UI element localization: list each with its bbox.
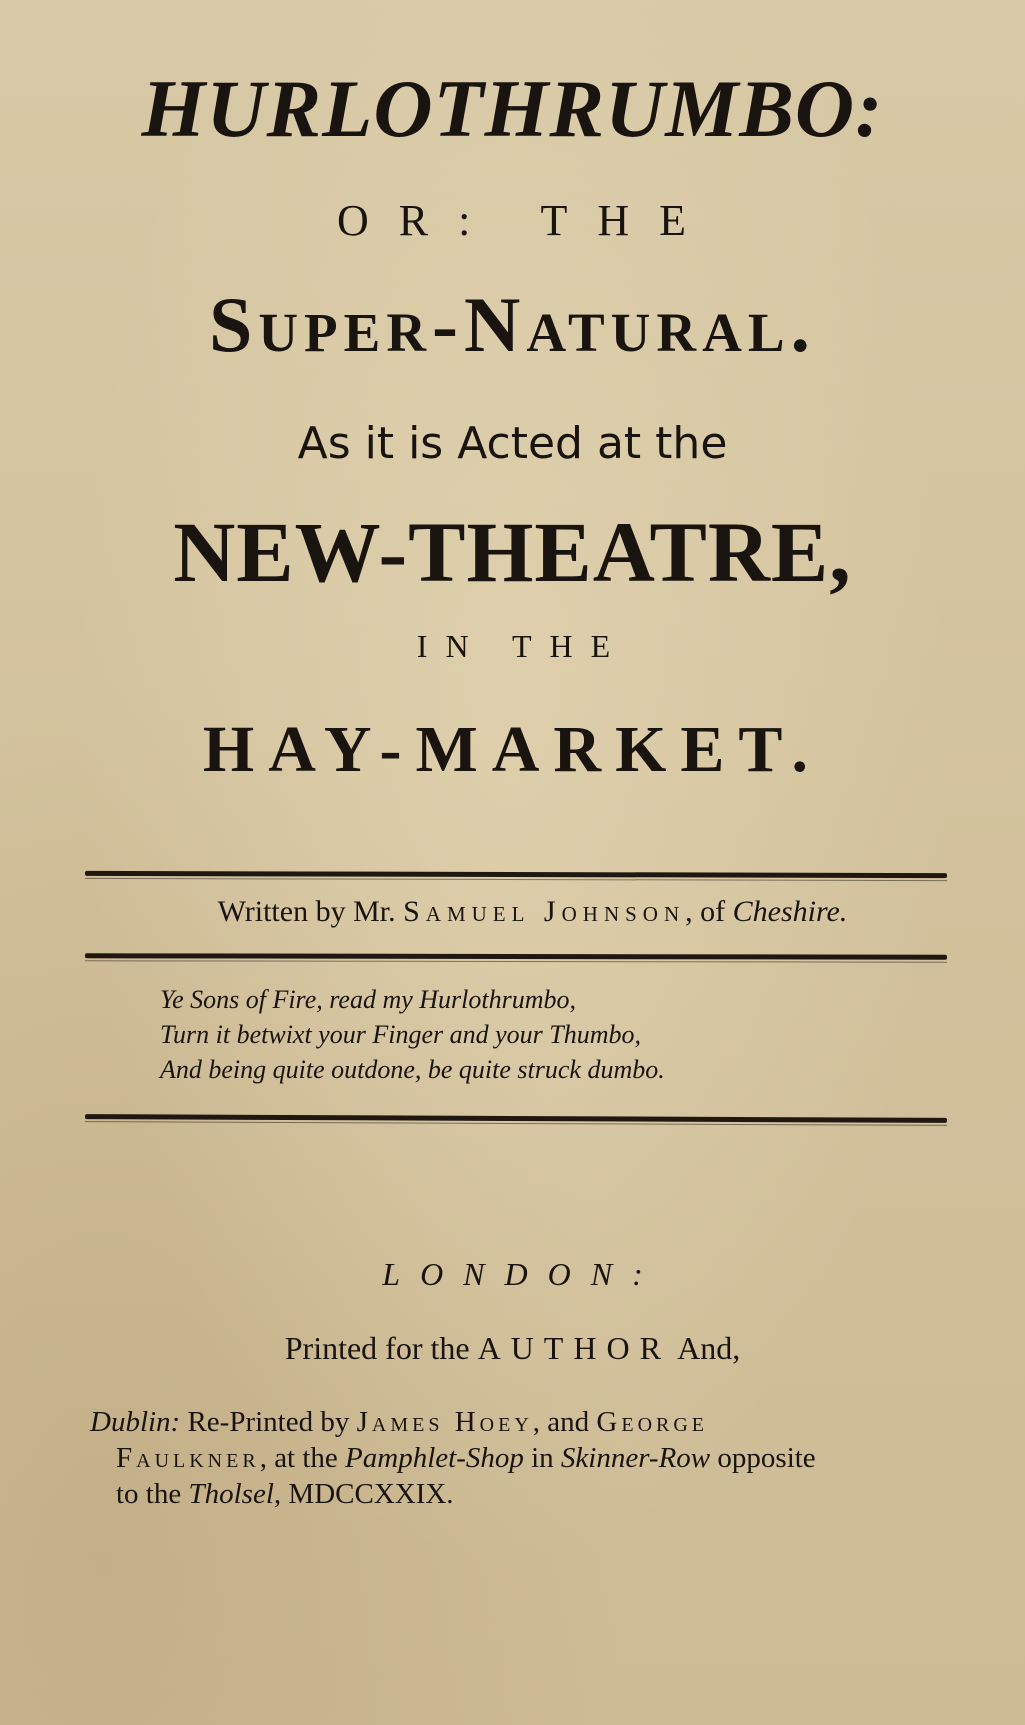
- performance-note: As it is Acted at the: [297, 418, 728, 469]
- imprint-year: MDCCXXIX.: [288, 1478, 454, 1510]
- author-of: , of: [685, 895, 733, 928]
- divider-rule-bottom: [85, 1114, 947, 1123]
- street-name: Skinner-Row: [560, 1442, 711, 1474]
- imprint-line-3: [116, 1478, 454, 1511]
- shop-name: Pamphlet-Shop: [345, 1442, 524, 1474]
- imprint-printed-for: [0, 1330, 1025, 1367]
- imprint-line-2: [116, 1442, 816, 1475]
- play-title: HURLOTHRUMBO:: [141, 63, 884, 154]
- imprint-line-1: [90, 1406, 708, 1439]
- imprint-city: LONDON:: [382, 1256, 663, 1292]
- author-place: Cheshire.: [732, 895, 848, 928]
- epigraph-line-1: Ye Sons of Fire, read my Hurlothrumbo,: [160, 985, 576, 1014]
- at-the: , at the: [259, 1442, 346, 1474]
- epigraph-line-3: And being quite outdone, be quite struck dumbo.: [160, 1055, 665, 1084]
- subtitle-or-the: OR: THE: [336, 196, 717, 245]
- printer-hoey: James Hoey: [356, 1406, 533, 1438]
- printer-faulkner: Faulkner: [116, 1442, 260, 1474]
- epigraph-line-2: Turn it betwixt your Finger and your Thumbo,: [160, 1020, 641, 1049]
- dublin-label: Dublin:: [90, 1406, 181, 1438]
- printer-and: , and: [532, 1406, 597, 1438]
- theatre-location: HAY-MARKET.: [202, 713, 823, 786]
- theatre-name: NEW-THEATRE,: [173, 504, 852, 600]
- divider-rule-middle: [85, 953, 947, 960]
- reprinted-by: Re-Printed by: [180, 1406, 357, 1438]
- printed-prefix: Printed for the: [284, 1330, 478, 1366]
- theatre-in-the: IN THE: [416, 628, 629, 664]
- to-the: to the: [116, 1478, 189, 1510]
- opposite-word: opposite: [710, 1442, 816, 1474]
- author-name: Samuel Johnson: [403, 895, 686, 928]
- in-word: in: [523, 1442, 561, 1474]
- printed-author: AUTHOR: [477, 1330, 671, 1366]
- tholsel: Tholsel,: [188, 1478, 282, 1510]
- divider-rule-top: [85, 871, 947, 878]
- printed-suffix: And,: [670, 1330, 741, 1366]
- subtitle-super-natural: Super-Natural.: [208, 281, 817, 368]
- author-line: [0, 895, 1025, 929]
- printer-george: George: [596, 1406, 709, 1438]
- author-prefix: Written by Mr.: [217, 895, 404, 928]
